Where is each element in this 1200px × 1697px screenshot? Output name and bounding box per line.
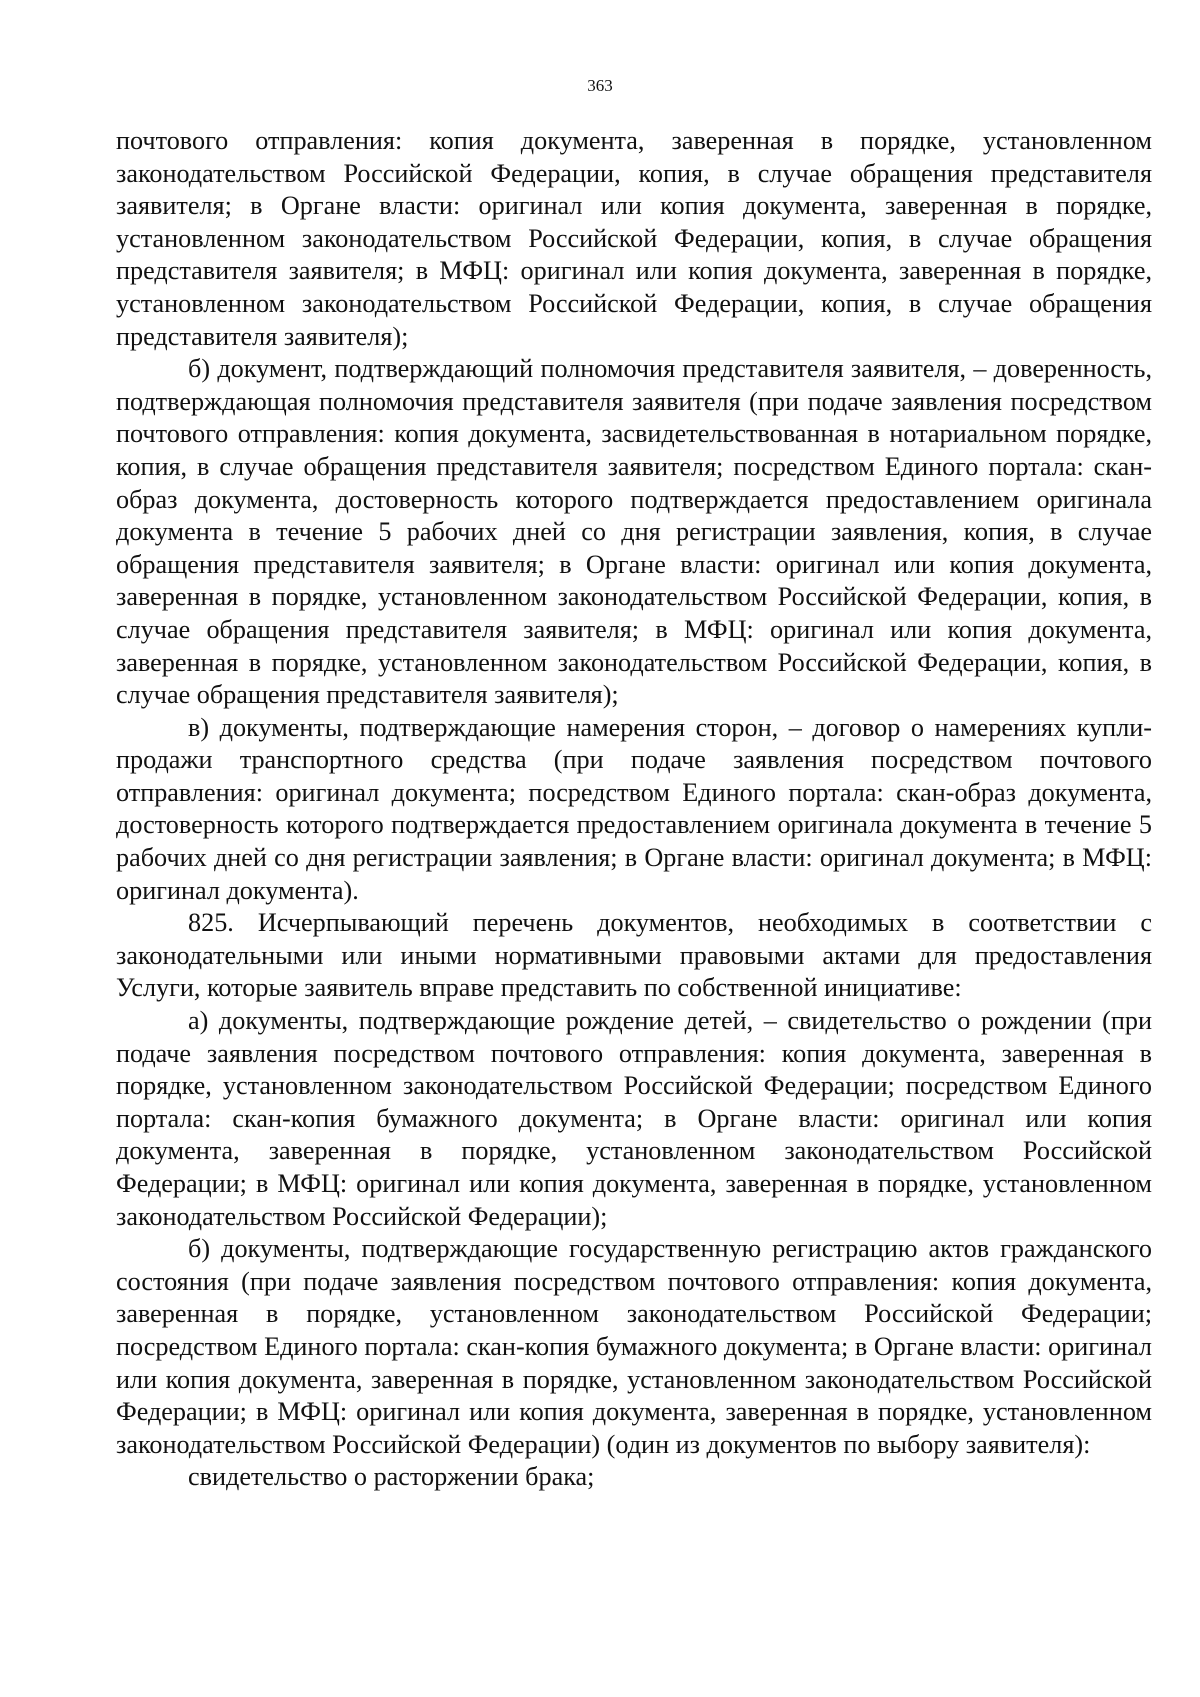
paragraph-item-b-civil-registration: б) документы, подтверждающие государственную регистрацию актов гражданского состояния (при подаче заявления посредством почтового отправления: копия документа, заверенная в порядке, установленном законодательством Российской Федерации; посредством Единого портала: скан-копия бумажного документа; в Органе власти: оригинал или копия документа, заверенная в порядке, установленном законодательством Российской Федерации; в МФЦ: оригинал или копия документа, заверенная в порядке, установленном законодательством Российской Федерации) (один из документов по выбору заявителя): bbox=[116, 1234, 1152, 1459]
paragraph-continuation: почтового отправления: копия документа, заверенная в порядке, установленном законодательством Российской Федерации, копия, в случае обращения представителя заявителя; в Органе власти: оригинал или копия документа, заверенная в порядке, установленном законодательством Российской Федерации, копия, в случае обращения представителя заявителя; в МФЦ: оригинал или копия документа, заверенная в порядке, установленном законодательством Российской Федерации, копия, в случае обращения представителя заявителя); bbox=[116, 126, 1152, 351]
document-body bbox=[116, 125, 1152, 1494]
paragraph-item-v-intent-documents: в) документы, подтверждающие намерения сторон, – договор о намерениях купли-продажи транспортного средства (при подаче заявления посредством почтового отправления: оригинал документа; посредством Единого портала: скан-образ документа, достоверность которого подтверждается предоставлением оригинала документа в течение 5 рабочих дней со дня регистрации заявления; в Органе власти: оригинал документа; в МФЦ: оригинал документа). bbox=[116, 712, 1152, 905]
paragraph-item-b-representative-authority: б) документ, подтверждающий полномочия представителя заявителя, – доверенность, подтверждающая полномочия представителя заявителя (при подаче заявления посредством почтового отправления: копия документа, засвидетельствованная в нотариальном порядке, копия, в случае обращения представителя заявителя; посредством Единого портала: скан-образ документа, достоверность которого подтверждается предоставлением оригинала документа в течение 5 рабочих дней со дня регистрации заявления, копия, в случае обращения представителя заявителя; в Органе власти: оригинал или копия документа, заверенная в порядке, установленном законодательством Российской Федерации, копия, в случае обращения представителя заявителя; в МФЦ: оригинал или копия документа, заверенная в порядке, установленном законодательством Российской Федерации, копия, в случае обращения представителя заявителя); bbox=[116, 354, 1152, 710]
paragraph-divorce-certificate: свидетельство о расторжении брака; bbox=[188, 1462, 595, 1492]
paragraph-item-a-birth-documents: а) документы, подтверждающие рождение детей, – свидетельство о рождении (при подаче заявления посредством почтового отправления: копия документа, заверенная в порядке, установленном законодательством Российской Федерации; посредством Единого портала: скан-копия бумажного документа; в Органе власти: оригинал или копия документа, заверенная в порядке, установленном законодательством Российской Федерации; в МФЦ: оригинал или копия документа, заверенная в порядке, установленном законодательством Российской Федерации); bbox=[116, 1006, 1152, 1231]
page-number: 363 bbox=[587, 76, 613, 95]
paragraph-825-exhaustive-list: 825. Исчерпывающий перечень документов, необходимых в соответствии с законодательными или иными нормативными правовыми актами для предоставления Услуги, которые заявитель вправе представить по собственной инициативе: bbox=[116, 908, 1152, 1003]
